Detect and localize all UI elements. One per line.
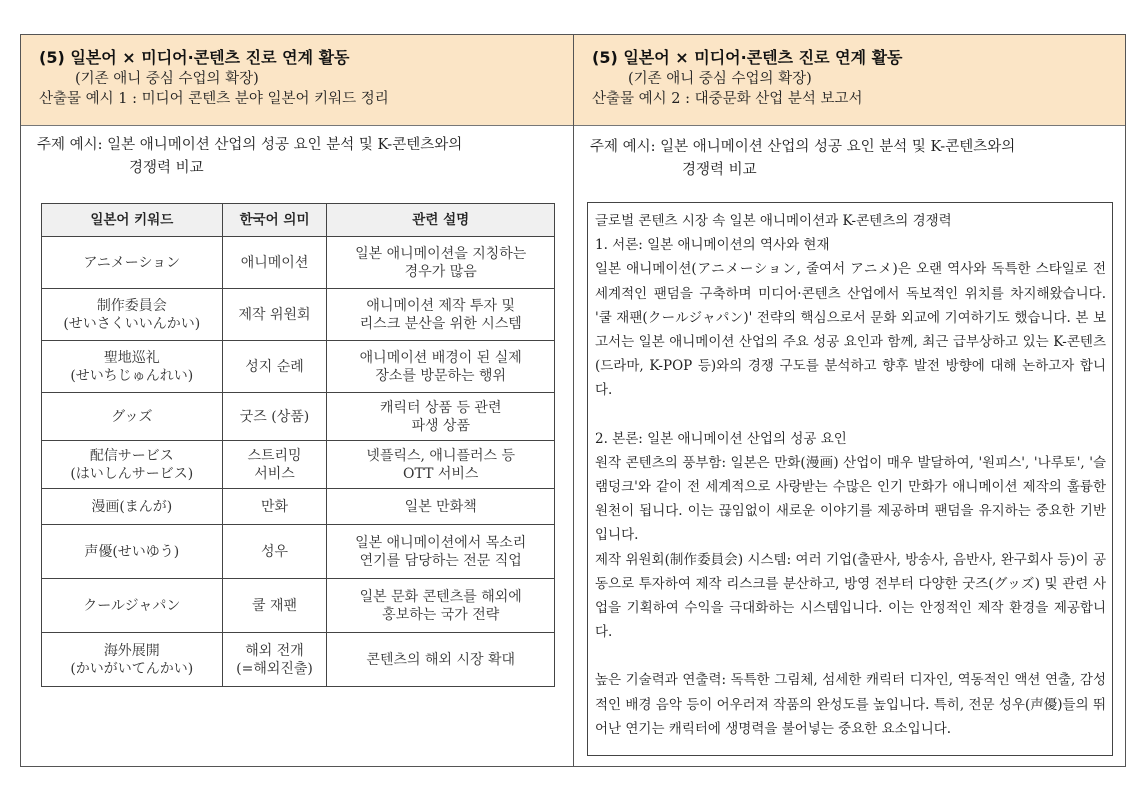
table-header-row xyxy=(42,204,555,237)
cell-korean xyxy=(222,579,327,633)
table-row xyxy=(42,525,555,579)
cell-jp-text: グッズ xyxy=(111,408,153,425)
cell-korean xyxy=(222,289,327,341)
table-row xyxy=(42,489,555,525)
cell-korean xyxy=(222,633,327,687)
cell-jp-reading: (はいしんサービス) xyxy=(70,465,194,482)
right-header-title: (5) 일본어 × 미디어·콘텐츠 진로 연계 활동 xyxy=(592,48,903,67)
cell-description xyxy=(327,579,555,633)
table-row xyxy=(42,633,555,687)
cell-jp-text: 制作委員会 xyxy=(96,297,167,314)
right-header-subtitle: (기존 애니 중심 수업의 확장) xyxy=(628,71,812,87)
table-row xyxy=(42,237,555,289)
cell-korean xyxy=(222,525,327,579)
cell-desc-line1: 캐릭터 상품 등 관련 xyxy=(379,399,502,416)
table-row xyxy=(42,393,555,441)
cell-jp-reading: (かいがいてんかい) xyxy=(70,660,194,677)
table-row xyxy=(42,441,555,489)
report-paragraph: 일본 애니메이션(アニメーション, 줄여서 アニメ)은 오랜 역사와 독특한 스타일로 전 세계적인 팬덤을 구축하며 미디어·콘텐츠 산업에서 독보적인 위치를 차지해왔습니다. '쿨 재팬(クールジャパン)' 전략의 핵심으로서 문화 외교에 기여하기도 했습니다. 본 보고서는 일본 애니메이션 산업의 주요 성공 요인과 함께, 최근 급부상하고 있는 K-콘텐츠(드라마, K-POP 등)와의 경쟁 구도를 분석하고 향후 발전 방향에 대해 논하고자 합니다. xyxy=(595,261,1106,399)
cell-korean xyxy=(222,237,327,289)
left-header-title: (5) 일본어 × 미디어·콘텐츠 진로 연계 활동 xyxy=(39,48,350,67)
page-frame xyxy=(20,34,1126,767)
cell-jp-reading: (せいさくいいんかい) xyxy=(63,315,201,332)
right-header xyxy=(574,35,1125,126)
cell-japanese xyxy=(42,341,223,393)
cell-jp-text: 配信サービス xyxy=(89,447,174,464)
report-paragraph: 원작 콘텐츠의 풍부함: 일본은 만화(漫画) 산업이 매우 발달하여, '원피스', '나루토', '슬램덩크'와 같이 전 세계적으로 사랑받는 수많은 인기 만화가 애니메이션 제작의 훌륭한 원천이 됩니다. 이는 끊임없이 새로운 이야기를 제공하며 팬덤을 유지하는 중요한 기반입니다. xyxy=(595,454,1106,544)
header-japanese-keyword: 일본어 키워드 xyxy=(42,204,223,237)
cell-desc-line1: 콘텐츠의 해외 시장 확대 xyxy=(366,651,516,668)
right-topic xyxy=(574,126,1125,182)
cell-jp-text: アニメーション xyxy=(83,254,181,271)
right-topic-line2: 경쟁력 비교 xyxy=(682,162,757,178)
report-paragraph: 높은 기술력과 연출력: 독특한 그림체, 섬세한 캐릭터 디자인, 역동적인 액션 연출, 감성적인 배경 음악 등이 어우러져 작품의 완성도를 높입니다. 특히, 전문 성우(声優)들의 뛰어난 연기는 캐릭터에 생명력을 불어넣는 중요한 요소입니다. xyxy=(595,672,1106,737)
keyword-table xyxy=(41,203,555,687)
cell-description xyxy=(327,441,555,489)
left-header-output: 산출물 예시 1 : 미디어 콘텐츠 분야 일본어 키워드 정리 xyxy=(39,91,389,107)
cell-ko-extra: (=해외진출) xyxy=(236,660,313,677)
cell-desc-line1: 일본 문화 콘텐츠를 해외에 xyxy=(359,588,522,605)
cell-desc-line2: 연기를 담당하는 전문 직업 xyxy=(359,552,522,569)
cell-jp-text: 声優(せいゆう) xyxy=(84,543,180,560)
cell-description xyxy=(327,393,555,441)
cell-desc-line2: 경우가 많음 xyxy=(404,263,477,280)
cell-jp-text: クールジャパン xyxy=(83,597,181,614)
cell-japanese xyxy=(42,441,223,489)
right-topic-line1: 주제 예시: 일본 애니메이션 산업의 성공 요인 분석 및 K-콘텐츠와의 xyxy=(590,139,1016,155)
table-row xyxy=(42,579,555,633)
cell-japanese xyxy=(42,489,223,525)
cell-desc-line2: 장소를 방문하는 행위 xyxy=(375,367,507,384)
cell-ko-text: 스트리밍 xyxy=(247,447,302,464)
cell-ko-extra: 서비스 xyxy=(254,465,295,482)
report-heading: 글로벌 콘텐츠 시장 속 일본 애니메이션과 K-콘텐츠의 경쟁력 xyxy=(595,213,952,229)
cell-japanese xyxy=(42,579,223,633)
cell-description xyxy=(327,237,555,289)
cell-jp-text: 聖地巡礼 xyxy=(103,349,160,366)
left-topic-line1: 주제 예시: 일본 애니메이션 산업의 성공 요인 분석 및 K-콘텐츠와의 xyxy=(37,137,463,153)
paragraph-gap xyxy=(595,403,1106,427)
cell-desc-line1: 일본 애니메이션에서 목소리 xyxy=(355,534,527,551)
left-topic-line2: 경쟁력 비교 xyxy=(129,160,204,176)
cell-japanese xyxy=(42,633,223,687)
left-topic xyxy=(21,126,573,180)
cell-jp-text: 海外展開 xyxy=(103,642,160,659)
cell-korean xyxy=(222,489,327,525)
table-row xyxy=(42,341,555,393)
left-column xyxy=(21,35,574,766)
cell-desc-line2: 홍보하는 국가 전략 xyxy=(382,606,500,623)
cell-desc-line1: 일본 만화책 xyxy=(404,498,477,515)
cell-description xyxy=(327,525,555,579)
report-section-intro: 1. 서론: 일본 애니메이션의 역사와 현재 xyxy=(595,237,830,254)
cell-ko-text: 만화 xyxy=(261,498,289,515)
cell-ko-text: 성우 xyxy=(261,543,289,560)
header-korean-meaning: 한국어 의미 xyxy=(222,204,327,237)
cell-description xyxy=(327,341,555,393)
cell-ko-text: 굿즈 (상품) xyxy=(239,408,310,425)
cell-desc-line1: 넷플릭스, 애니플러스 등 xyxy=(366,447,516,464)
cell-japanese xyxy=(42,237,223,289)
cell-ko-text: 애니메이션 xyxy=(240,254,309,271)
cell-description xyxy=(327,633,555,687)
cell-desc-line2: OTT 서비스 xyxy=(403,465,479,482)
cell-jp-reading: (せいちじゅんれい) xyxy=(70,367,194,384)
table-row xyxy=(42,289,555,341)
cell-desc-line2: 리스크 분산을 위한 시스템 xyxy=(359,315,522,332)
paragraph-gap xyxy=(595,644,1106,668)
analysis-report xyxy=(587,202,1113,756)
report-paragraph: 제작 위원회(制作委員会) 시스템: 여러 기업(출판사, 방송사, 음반사, 완구회사 등)이 공동으로 투자하여 제작 리스크를 분산하고, 방영 전부터 다양한 굿즈(グッズ) 및 관련 사업을 기획하여 수익을 극대화하는 시스템입니다. 이는 안정적인 제작 환경을 제공합니다. xyxy=(595,551,1106,641)
cell-desc-line1: 애니메이션 배경이 된 실제 xyxy=(359,349,522,366)
cell-desc-line1: 일본 애니메이션을 지칭하는 xyxy=(355,245,527,262)
report-section-body: 2. 본론: 일본 애니메이션 산업의 성공 요인 xyxy=(595,430,847,447)
cell-jp-text: 漫画(まんが) xyxy=(91,498,173,515)
cell-japanese xyxy=(42,393,223,441)
cell-description xyxy=(327,489,555,525)
cell-korean xyxy=(222,393,327,441)
cell-ko-text: 해외 전개 xyxy=(245,642,304,659)
cell-korean xyxy=(222,341,327,393)
left-header xyxy=(21,35,573,126)
cell-ko-text: 쿨 재팬 xyxy=(252,597,298,614)
cell-description xyxy=(327,289,555,341)
cell-ko-text: 성지 순례 xyxy=(245,358,304,375)
cell-japanese xyxy=(42,525,223,579)
right-header-output: 산출물 예시 2 : 대중문화 산업 분석 보고서 xyxy=(592,91,863,107)
cell-desc-line1: 애니메이션 제작 투자 및 xyxy=(366,297,516,314)
right-column xyxy=(574,35,1125,766)
header-description: 관련 설명 xyxy=(327,204,555,237)
cell-korean xyxy=(222,441,327,489)
cell-ko-text: 제작 위원회 xyxy=(238,306,311,323)
cell-japanese xyxy=(42,289,223,341)
cell-desc-line2: 파생 상품 xyxy=(411,417,470,434)
left-header-subtitle: (기존 애니 중심 수업의 확장) xyxy=(75,71,259,87)
